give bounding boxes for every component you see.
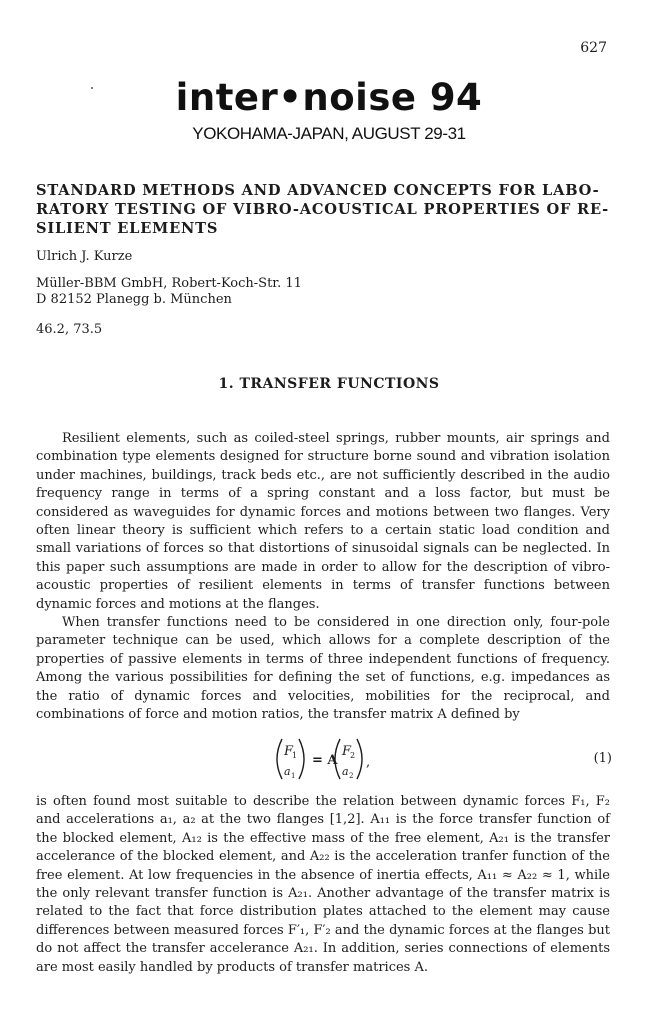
eq-rhs-top: F [342,744,352,759]
eq-trailing-comma: , [366,755,371,770]
body-paragraph-2 [36,614,610,724]
paragraph-text: is often found most suitable to describe the relation between dynamic forces F₁, F₂ and accelerations a₁, a₂ at the two flanges [1,2]. A₁₁ is the force transfer function of the blocked element, A₁₂ is the effective mass of the free element, A₂₁ is the transfer accelerance of the blocked element, and A₂₂ is the acceleration tranfer function of the free element. At low frequencies in the absence of inertia effects, A₁₁ ≈ A₂₂ ≈ 1, while the only relevant transfer function is A₂₁. Another advantage of the transfer matrix is related to the fact that force distribution plates attached to the element may cause differences between measured forces F′₁, F′₂ and the dynamic forces at the flanges but do not affect the transfer accelerance A₂₁. In addition, series connections of elements are most easily handled by products of transfer matrices A. [36,794,610,975]
paragraph-text: When transfer functions need to be considered in one direction only, four-pole parameter technique can be used, which allows for a complete description of the properties of passive elements in terms of three independent functions of frequency. Among the various possibilities for defining the set of functions, e.g. impedances as the ratio of dynamic forces and velocities, mobilities for the reciprocal, and combinations of force and motion ratios, the transfer matrix A defined by [36,615,610,723]
section-heading: 1. TRANSFER FUNCTIONS [218,376,440,392]
eq-lhs-bottom: a [284,765,291,778]
eq-rhs-bottom-sub: 2 [349,772,354,780]
eq-lhs-top: F [284,744,294,759]
left-paren [277,739,282,779]
equation-1 [0,736,658,782]
title-line: RATORY TESTING OF VIBRO-ACOUSTICAL PROPERTIES OF RE- [36,201,609,218]
affiliation-line: D 82152 Planegg b. München [36,292,232,307]
conference-logo: inter•noise 94 [175,76,483,119]
conference-location-date: YOKOHAMA-JAPAN, AUGUST 29-31 [192,124,466,143]
body-paragraph-1 [36,430,610,614]
page-number: 627 [580,40,607,56]
classification-code: 46.2, 73.5 [36,322,103,337]
title-line: SILIENT ELEMENTS [36,220,219,237]
paragraph-text: Resilient elements, such as coiled-steel springs, rubber mounts, air springs and combination type elements designed for structure borne sound and vibration isolation under machines, buildings, track beds etc., are not sufficiently described in the audio frequency range in terms of a spring constant and a loss factor, but must be considered as waveguides for dynamic forces and motions between two flanges. Very often linear theory is sufficient which refers to a certain static load condition and small variations of forces so that distortions of sinusoidal signals can be neglected. In this paper such assumptions are made in order to allow for the description of vibro-acoustic properties of resilient elements in terms of transfer functions between dynamic forces and motions at the flanges. [36,431,610,612]
eq-operator: = A [312,753,338,768]
eq-lhs-top-sub: 1 [292,751,298,760]
author-name: Ulrich J. Kurze [36,249,133,264]
right-paren [299,739,304,779]
affiliation-line: Müller-BBM GmbH, Robert-Koch-Str. 11 [36,276,302,291]
title-line: STANDARD METHODS AND ADVANCED CONCEPTS FOR LABO- [36,182,600,199]
eq-rhs-top-sub: 2 [350,751,356,760]
eq-rhs-bottom: a [342,765,349,778]
eq-lhs-bottom-sub: 1 [291,772,296,780]
paper-title [36,181,614,238]
right-paren [357,739,362,779]
equation-number: (1) [593,751,612,766]
affiliation [36,276,302,308]
body-paragraph-3 [36,793,610,977]
